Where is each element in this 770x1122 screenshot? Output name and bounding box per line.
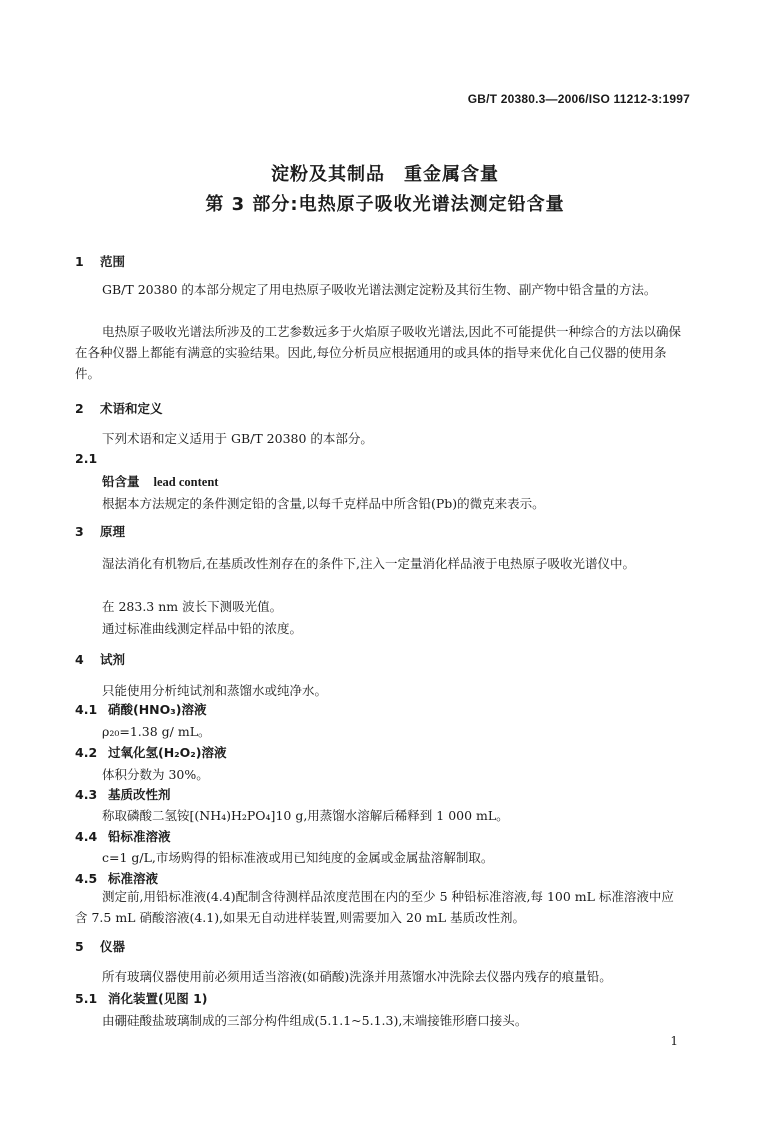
section-3-paragraph-3: 通过标准曲线测定样品中铅的浓度。 (102, 621, 303, 636)
section-1-heading (75, 252, 125, 270)
section-number: 3 (75, 524, 84, 539)
subsection-2-1-number: 2.1 (75, 451, 98, 466)
section-title: 术语和定义 (100, 401, 163, 416)
section-number: 5 (75, 939, 84, 954)
section-4-paragraph: 只能使用分析纯试剂和蒸馏水或纯净水。 (102, 683, 328, 698)
section-4-heading (75, 650, 125, 668)
title-line-1: 淀粉及其制品 重金属含量 (271, 164, 499, 185)
page-number: 1 (670, 1034, 678, 1048)
section-title: 仪器 (100, 939, 126, 954)
section-2-heading (75, 399, 163, 417)
section-1-paragraph-1: GB/T 20380 的本部分规定了用电热原子吸收光谱法测定淀粉及其衍生物、副产物中铅含量的方法。 (102, 282, 657, 297)
subsection-5-1-heading: 5.1 消化装置(见图 1) (75, 991, 208, 1006)
section-number: 1 (75, 254, 84, 269)
title-line-2: 第 3 部分:电热原子吸收光谱法测定铅含量 (205, 194, 565, 215)
subsection-4-5-text: 测定前,用铅标准液(4.4)配制含待测样品浓度范围在内的至少 5 种铅标准溶液,每 100 mL 标准溶液中应含 7.5 mL 硝酸溶液(4.1),如果无自动进样装置,则需要加入 20 mL 基质改性剂。 (75, 889, 674, 925)
term-definition: 根据本方法规定的条件测定铅的含量,以每千克样品中所含铅(Pb)的微克来表示。 (102, 496, 545, 511)
section-5-paragraph: 所有玻璃仪器使用前必须用适当溶液(如硝酸)洗涤并用蒸馏水冲洗除去仪器内残存的痕量铅。 (102, 969, 612, 984)
term-english: lead content (153, 475, 219, 489)
subsection-4-1-heading: 4.1 硝酸(HNO₃)溶液 (75, 702, 207, 717)
subsection-4-4-text: c=1 g/L,市场购得的铅标准液或用已知纯度的金属或金属盐溶解制取。 (102, 850, 494, 865)
subsection-4-1-text: ρ₂₀=1.38 g/ mL。 (102, 724, 211, 739)
section-3-paragraph-2: 在 283.3 nm 波长下测吸光值。 (102, 599, 283, 614)
term-chinese: 铅含量 (102, 474, 140, 489)
section-title: 试剂 (100, 652, 126, 667)
subsection-4-4-heading: 4.4 铅标准溶液 (75, 829, 171, 844)
subsection-4-3-text: 称取磷酸二氢铵[(NH₄)H₂PO₄]10 g,用蒸馏水溶解后稀释到 1 000 mL。 (102, 808, 509, 823)
subsection-4-3-heading: 4.3 基质改性剂 (75, 787, 171, 802)
section-3-paragraph-1: 湿法消化有机物后,在基质改性剂存在的条件下,注入一定量消化样品液于电热原子吸收光谱仪中。 (102, 556, 635, 571)
subsection-4-5-heading: 4.5 标准溶液 (75, 871, 159, 886)
subsection-4-2-heading: 4.2 过氧化氢(H₂O₂)溶液 (75, 745, 227, 760)
section-2-paragraph: 下列术语和定义适用于 GB/T 20380 的本部分。 (102, 431, 373, 446)
section-5-heading (75, 937, 125, 955)
section-1-paragraph-2: 电热原子吸收光谱法所涉及的工艺参数远多于火焰原子吸收光谱法,因此不可能提供一种综合的方法以确保在各种仪器上都能有满意的实验结果。因此,每位分析员应根据通用的或具体的指导来优化自己仪器的使用条件。 (75, 324, 681, 381)
subsection-5-1-text: 由硼硅酸盐玻璃制成的三部分构件组成(5.1.1~5.1.3),末端接锥形磨口接头。 (102, 1013, 528, 1028)
section-title: 范围 (100, 254, 126, 269)
section-title: 原理 (100, 524, 126, 539)
section-3-heading (75, 522, 125, 540)
term-entry (102, 472, 218, 490)
section-number: 2 (75, 401, 84, 416)
subsection-4-2-text: 体积分数为 30%。 (102, 767, 209, 782)
section-number: 4 (75, 652, 84, 667)
standard-code: GB/T 20380.3—2006/ISO 11212-3:1997 (467, 92, 690, 106)
